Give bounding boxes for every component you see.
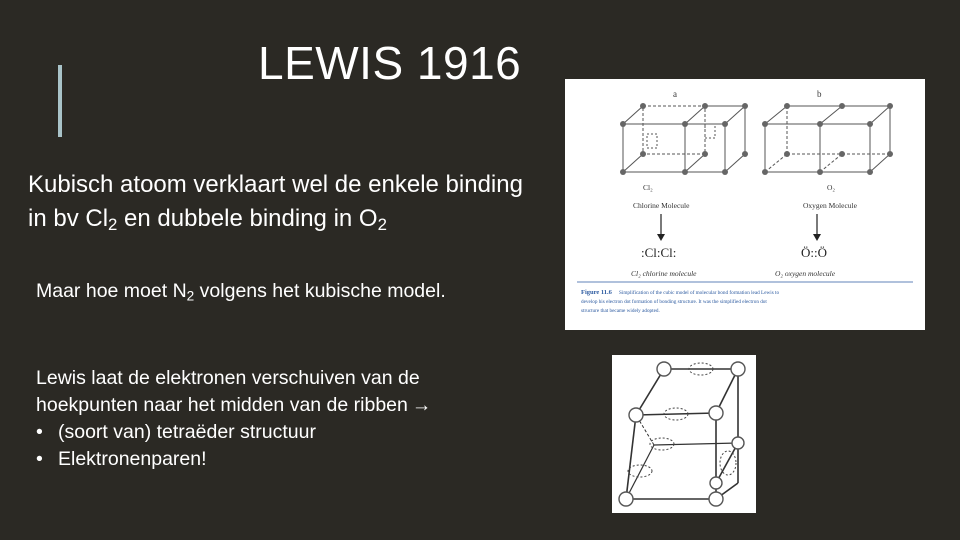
chlorine-electron-dots [620, 103, 748, 175]
line2-mid: en dubbele binding in O [117, 205, 378, 232]
arrow-down-icon [657, 234, 665, 241]
accent-bar [58, 65, 62, 137]
molecule-b-label: Oxygen Molecule [803, 201, 857, 210]
formula-b: O₂ [827, 183, 836, 192]
lewis-line1: Lewis laat de elektronen verschuiven van de [36, 367, 420, 389]
formula-a: Cl₂ [643, 183, 653, 192]
n2-pre: Maar hoe moet N [36, 280, 187, 302]
cubic-model-figure [565, 79, 925, 330]
caption-line2: develop his electron dot formation of bonding structure. It was the simplified electron dot [581, 299, 767, 305]
arrow-down-icon [813, 234, 821, 241]
bullet-text: Elektronenparen! [58, 448, 207, 470]
bullet-dot-icon: • [36, 421, 43, 443]
oxygen-cubes-drawing [765, 106, 890, 172]
main-statement [28, 168, 523, 236]
n2-post: volgens het kubische model. [194, 280, 446, 302]
n2-subscript: 2 [186, 288, 195, 304]
lewis-line2-text: hoekpunten naar het midden van de ribben [36, 394, 408, 416]
cl2-subscript: 2 [108, 215, 118, 235]
bullet-text: (soort van) tetraëder structuur [58, 421, 316, 443]
lewis-structure-o2: Ö::Ö [801, 245, 827, 260]
line2-pre: in bv Cl [28, 205, 109, 232]
o2-subscript: 2 [377, 215, 387, 235]
main-statement-line1: Kubisch atoom verklaart wel de enkele binding [28, 171, 523, 198]
bullet-item-electron-pairs [36, 446, 431, 473]
electron-pairs-on-edges [628, 363, 736, 477]
n2-question [36, 280, 446, 303]
panel-a-label: a [673, 89, 677, 99]
panel-b-label: b [817, 89, 822, 99]
lewis-explanation [36, 365, 431, 473]
bullet-item-tetrahedron [36, 419, 431, 446]
lewis-line2 [36, 392, 431, 419]
caption-title: Figure 11.6 [581, 289, 612, 296]
bullet-dot-icon: • [36, 448, 43, 470]
cubic-model-diagram [565, 79, 925, 330]
main-statement-line2 [28, 202, 523, 236]
oxygen-molecule-label: O₂ oxygen molecule [775, 269, 836, 278]
n2-cube-figure [612, 355, 756, 513]
figure-caption [577, 282, 913, 314]
corner-electrons [619, 362, 745, 506]
oxygen-electron-dots [762, 103, 893, 175]
caption-line1: Simplification of the cubic model of molecular bond formation lead Lewis to [619, 290, 780, 296]
down-arrows [661, 214, 817, 236]
chlorine-cubes-drawing [623, 106, 745, 172]
lewis-structure-cl2: :Cl:Cl: [641, 245, 677, 260]
caption-line3: structure that became widely adopted. [581, 308, 660, 314]
slide-title: LEWIS 1916 [258, 37, 522, 89]
n2-cube-diagram [612, 355, 756, 513]
chlorine-molecule-label: Cl₂ chlorine molecule [631, 269, 697, 278]
molecule-a-label: Chlorine Molecule [633, 201, 690, 210]
arrow-right-icon: → [411, 394, 432, 416]
